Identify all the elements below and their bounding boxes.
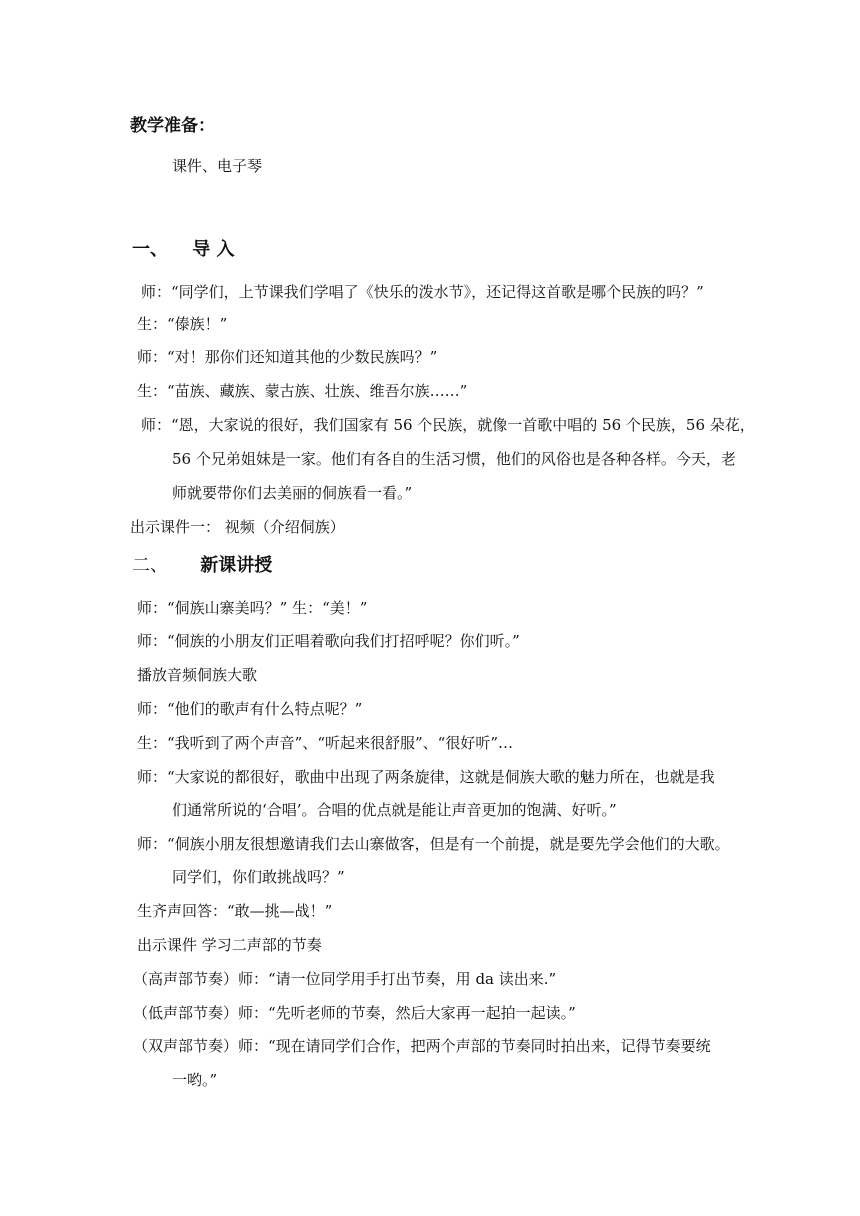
section1-line-2: 师：“对！那你们还知道其他的少数民族吗？” xyxy=(137,348,438,366)
section1-line-3: 生：“苗族、藏族、蒙古族、壮族、维吾尔族……” xyxy=(137,382,468,400)
section2-line-0: 师：“侗族山寨美吗？” 生：“美！” xyxy=(137,599,368,617)
section1-line-4: 师：“恩，大家说的很好，我们国家有 56 个民族，就像一首歌中唱的 56 个民族，56 朵花， xyxy=(141,416,755,434)
section2-heading xyxy=(132,556,272,576)
section2-line-13: （双声部节奏）师：“现在请同学们合作，把两个声部的节奏同时拍出来，记得节奏要统 xyxy=(133,1037,711,1055)
section2-number: 二、 xyxy=(132,555,168,576)
section1-title: 导 入 xyxy=(192,239,235,260)
section2-line-10: 出示课件 学习二声部的节奏 xyxy=(137,936,322,954)
section2-line-2: 播放音频侗族大歌 xyxy=(137,666,258,684)
section2-title: 新课讲授 xyxy=(200,555,273,576)
section1-line-5: 56 个兄弟姐妹是一家。他们有各自的生活习惯，他们的风俗也是各种各样。今天，老 xyxy=(172,450,736,468)
section2-line-9: 生齐声回答：“敢—挑—战！” xyxy=(137,902,333,920)
section2-line-8: 同学们，你们敢挑战吗？” xyxy=(172,868,345,886)
section1-line-7: 出示课件一： 视频（介绍侗族） xyxy=(130,518,345,536)
section1-number: 一、 xyxy=(132,239,168,260)
section1-line-0: 师：“同学们，上节课我们学唱了《快乐的泼水节》，还记得这首歌是哪个民族的吗？” xyxy=(141,283,704,301)
section1-line-1: 生：“傣族！” xyxy=(137,315,228,333)
section2-line-11: （高声部节奏）师：“请一位同学用手打出节奏，用 da 读出来.” xyxy=(133,970,557,988)
section2-line-14: 一哟。” xyxy=(172,1071,218,1089)
section1-heading xyxy=(132,240,235,260)
section2-line-12: （低声部节奏）师：“先听老师的节奏，然后大家再一起拍一起读。” xyxy=(133,1004,576,1022)
section2-line-7: 师：“侗族小朋友很想邀请我们去山寨做客，但是有一个前提，就是要先学会他们的大歌。 xyxy=(137,835,730,853)
section2-line-3: 师：“他们的歌声有什么特点呢？” xyxy=(137,700,363,718)
section2-line-4: 生：“我听到了两个声音”、“听起来很舒服”、“很好听”… xyxy=(137,734,514,752)
prep-items: 课件、电子琴 xyxy=(172,157,263,175)
section2-line-1: 师：“侗族的小朋友们正唱着歌向我们打招呼呢？你们听。” xyxy=(137,632,520,650)
prep-heading: 教学准备： xyxy=(130,116,215,136)
section2-line-6: 们通常所说的‘合唱’。合唱的优点就是能让声音更加的饱满、好听。” xyxy=(172,801,617,819)
section2-line-5: 师：“大家说的都很好，歌曲中出现了两条旋律，这就是侗族大歌的魅力所在，也就是我 xyxy=(137,768,715,786)
section1-line-6: 师就要带你们去美丽的侗族看一看。” xyxy=(172,484,413,502)
